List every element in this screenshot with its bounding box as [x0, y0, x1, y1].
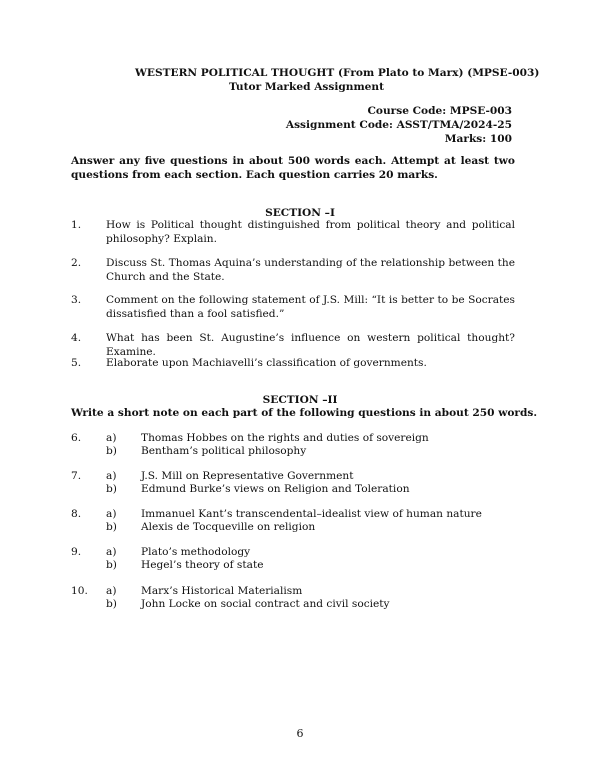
- part-text: Immanuel Kant’s transcendental–idealist view of human nature: [141, 508, 482, 520]
- part-label: b): [106, 559, 117, 571]
- section-2-instructions: Write a short note on each part of the following questions in about 250 words.: [71, 407, 538, 419]
- part-label: b): [106, 521, 117, 533]
- question-number: 7.: [71, 470, 82, 482]
- assignment-meta: [286, 104, 512, 147]
- total-marks: Marks: 100: [444, 133, 512, 146]
- question-number: 2.: [71, 257, 82, 269]
- part-label: b): [106, 483, 117, 495]
- part-text: John Locke on social contract and civil society: [141, 598, 390, 610]
- part-text: Edmund Burke’s views on Religion and Toleration: [141, 483, 410, 495]
- question-text: What has been St. Augustine’s influence on western political thought? Examine.: [106, 332, 515, 359]
- section-1-heading: SECTION –I: [265, 207, 335, 219]
- question-text: Comment on the following statement of J.S. Mill: “It is better to be Socrates dissatisfied than a fool satisfied.”: [106, 294, 515, 321]
- question-text: Elaborate upon Machiavelli’s classification of governments.: [106, 357, 427, 369]
- part-label: a): [106, 470, 117, 482]
- question-number: 5.: [71, 357, 82, 369]
- part-text: Marx’s Historical Materialism: [141, 585, 303, 597]
- part-text: Hegel’s theory of state: [141, 559, 264, 571]
- part-label: a): [106, 546, 117, 558]
- document-title: WESTERN POLITICAL THOUGHT (From Plato to Marx) (MPSE-003): [135, 67, 540, 79]
- question-number: 8.: [71, 508, 82, 520]
- question-text: How is Political thought distinguished from political theory and political philosophy? Explain.: [106, 219, 515, 246]
- question-number: 10.: [71, 585, 88, 597]
- question-number: 3.: [71, 294, 82, 306]
- question-number: 1.: [71, 219, 82, 231]
- general-instructions: Answer any five questions in about 500 words each. Attempt at least two questions from each section. Each question carries 20 marks.: [71, 155, 515, 182]
- assignment-code: Assignment Code: ASST/TMA/2024-25: [285, 119, 512, 132]
- question-number: 9.: [71, 546, 82, 558]
- part-text: J.S. Mill on Representative Government: [141, 470, 354, 482]
- part-label: a): [106, 508, 117, 520]
- part-text: Bentham’s political philosophy: [141, 445, 307, 457]
- document-subtitle: Tutor Marked Assignment: [229, 81, 385, 93]
- question-number: 6.: [71, 432, 82, 444]
- part-text: Thomas Hobbes on the rights and duties of sovereign: [141, 432, 429, 444]
- part-text: Plato’s methodology: [141, 546, 251, 558]
- question-number: 4.: [71, 332, 82, 344]
- part-label: b): [106, 445, 117, 457]
- course-code: Course Code: MPSE-003: [367, 105, 512, 117]
- part-label: a): [106, 585, 117, 597]
- question-text: Discuss St. Thomas Aquina’s understanding of the relationship between the Church and the State.: [106, 257, 515, 284]
- page-number: 6: [296, 727, 304, 740]
- part-label: b): [106, 598, 117, 610]
- section-2-heading: SECTION –II: [262, 394, 338, 406]
- part-text: Alexis de Tocqueville on religion: [141, 521, 316, 533]
- part-label: a): [106, 432, 117, 444]
